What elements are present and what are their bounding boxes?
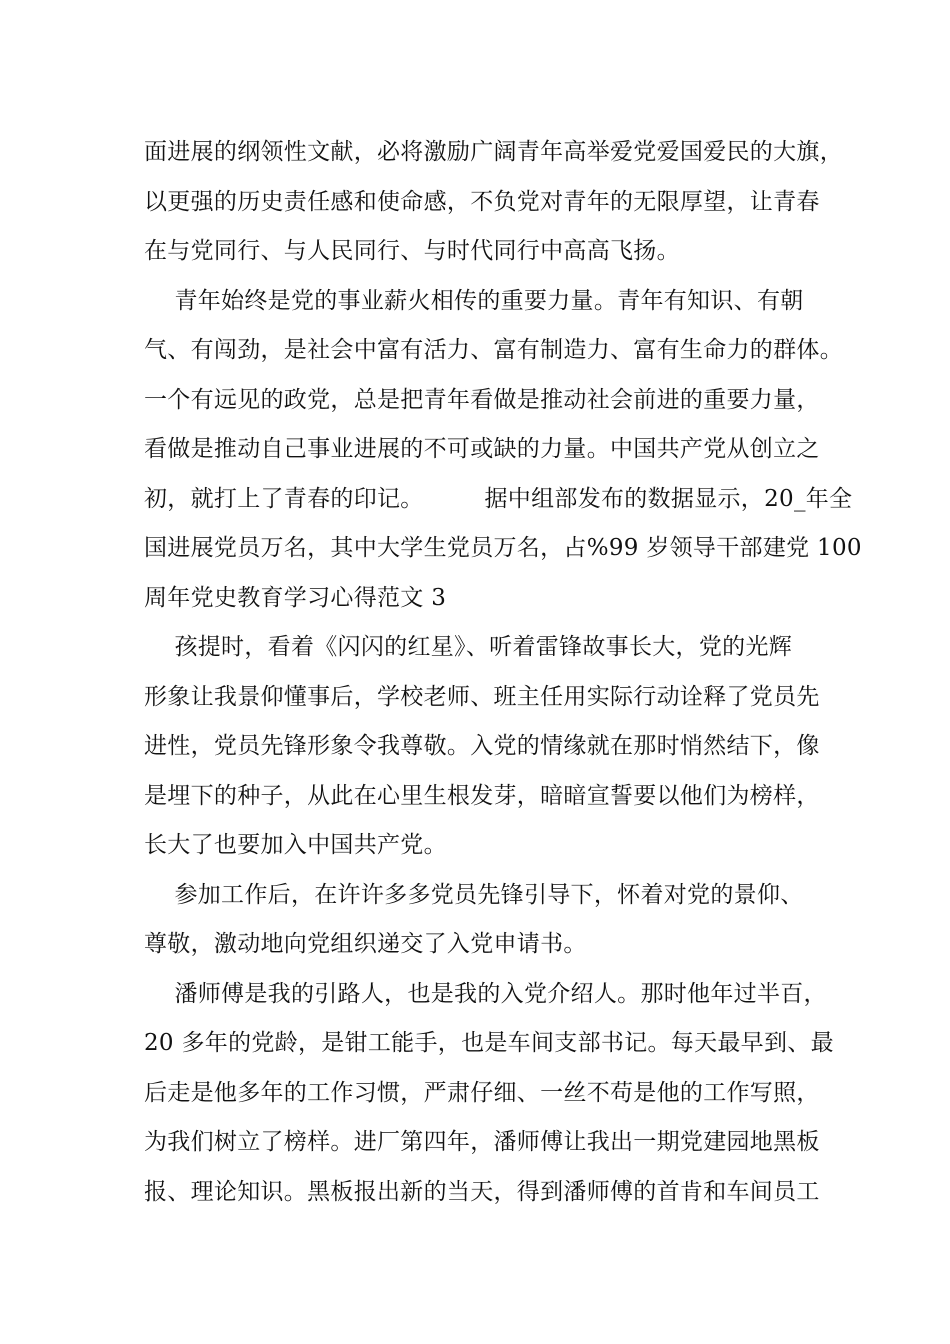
text-line: 为我们树立了榜样。进厂第四年，潘师傅让我出一期党建园地黑板 xyxy=(144,1129,820,1155)
text-line: 青年始终是党的事业薪火相传的重要力量。青年有知识、有朝 xyxy=(144,287,804,314)
text-line: 国进展党员万名，其中大学生党员万名，占%99 岁领导干部建党 100 xyxy=(144,535,862,561)
text-line: 气、有闯劲，是社会中富有活力、富有制造力、富有生命力的群体。 xyxy=(144,337,843,363)
text-line: 看做是推动自己事业进展的不可或缺的力量。中国共产党从创立之 xyxy=(144,436,820,462)
body-text xyxy=(144,128,862,1217)
text-line: 是埋下的种子，从此在心里生根发芽，暗暗宣誓要以他们为榜样， xyxy=(144,782,820,809)
text-line: 后走是他多年的工作习惯，严肃仔细、一丝不苟是他的工作写照， xyxy=(144,1079,820,1106)
text-line: 以更强的历史责任感和使命感，不负党对青年的无限厚望，让青春 xyxy=(144,188,820,215)
text-line: 20 多年的党龄，是钳工能手，也是车间支部书记。每天最早到、最 xyxy=(144,1030,834,1056)
text-line: 在与党同行、与人民同行、与时代同行中高高飞扬。 xyxy=(144,238,680,264)
text-line: 进性，党员先锋形象令我尊敬。入党的情缘就在那时悄然结下，像 xyxy=(144,733,820,759)
text-line: 长大了也要加入中国共产党。 xyxy=(144,832,447,858)
text-line: 形象让我景仰懂事后，学校老师、班主任用实际行动诠释了党员先 xyxy=(144,683,820,710)
text-line: 参加工作后，在许许多多党员先锋引导下，怀着对党的景仰、 xyxy=(144,881,804,908)
text-line: 一个有远见的政党，总是把青年看做是推动社会前进的重要力量， xyxy=(144,386,820,413)
text-line: 初，就打上了青春的印记。 据中组部发布的数据显示，20_年全 xyxy=(144,485,853,512)
text-line: 面进展的纲领性文献，必将激励广阔青年高举爱党爱国爱民的大旗， xyxy=(144,139,843,165)
text-line: 潘师傅是我的引路人，也是我的入党介绍人。那时他年过半百， xyxy=(144,980,827,1007)
text-line: 周年党史教育学习心得范文 3 xyxy=(144,584,447,611)
text-line: 报、理论知识。黑板报出新的当天，得到潘师傅的首肯和车间员工 xyxy=(144,1178,820,1205)
text-line: 孩提时，看着《闪闪的红星》、听着雷锋故事长大，党的光辉 xyxy=(144,634,793,660)
text-line: 尊敬，激动地向党组织递交了入党申请书。 xyxy=(144,931,587,957)
